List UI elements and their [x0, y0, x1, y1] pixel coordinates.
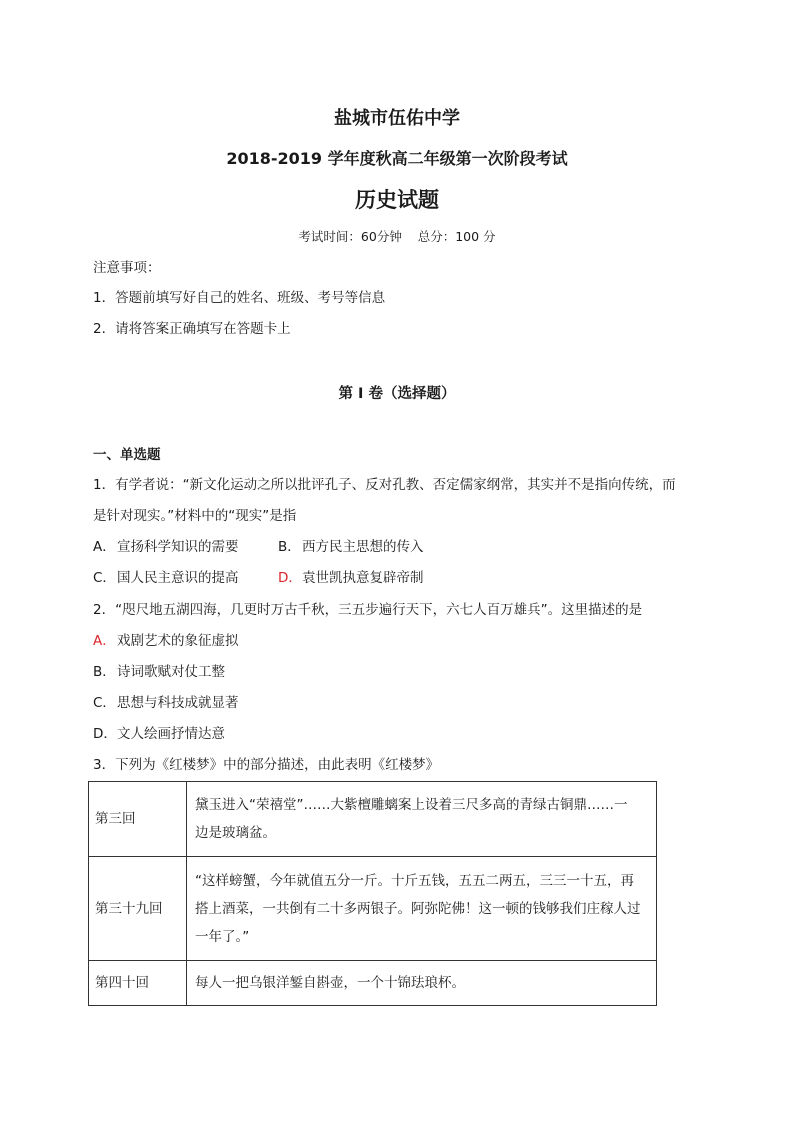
q1-option-d-letter: D． [278, 570, 302, 586]
q3-description-line: 黛玉进入“荣禧堂”……大紫檀雕螭案上设着三尺多高的青绿古铜鼎……一 [195, 797, 628, 813]
q2-option-d-letter: D． [93, 726, 117, 742]
q2-option-c-text: 思想与科技成就显著 [117, 695, 239, 711]
q2-option-a-letter: A． [93, 633, 116, 649]
q3-description-line: 边是玻璃盆。 [195, 825, 276, 841]
q1-option-c [93, 570, 239, 586]
q1-stem-line1: 1．有学者说：“新文化运动之所以批评孔子、反对孔教、否定儒家纲常，其实并不是指向传统，而 [93, 477, 676, 493]
q2-option-c [93, 693, 239, 713]
q1-option-a [93, 539, 239, 555]
q1-option-b [278, 537, 424, 557]
q1-option-row-1 [93, 537, 693, 557]
q1-stem-line2: 是针对现实。”材料中的“现实”是指 [93, 508, 297, 524]
part-title: 第 I 卷（选择题） [338, 386, 456, 402]
q3-chapter-cell: 第三十九回 [89, 857, 187, 961]
q3-description-line: 每人一把乌银洋錾自斟壶，一个十锦珐琅杯。 [195, 975, 465, 991]
q3-description-cell [187, 782, 657, 857]
q1-option-b-text: 西方民主思想的传入 [302, 539, 424, 555]
q3-description-cell [187, 961, 657, 1006]
q1-option-a-letter: A． [93, 539, 116, 555]
table-row [89, 961, 657, 1006]
q1-option-c-letter: C． [93, 570, 116, 586]
school-name: 盐城市伍佑中学 [334, 108, 460, 129]
q2-option-d [93, 724, 225, 744]
q1-option-c-text: 国人民主意识的提高 [117, 570, 239, 586]
table-row [89, 782, 657, 857]
q2-option-b [93, 662, 225, 682]
q3-stem: 3．下列为《红楼梦》中的部分描述，由此表明《红楼梦》 [93, 757, 440, 773]
q2-option-b-text: 诗词歌赋对仗工整 [117, 664, 225, 680]
q1-option-row-2 [93, 568, 693, 588]
q3-table [88, 781, 657, 1006]
note-item-1: 1．答题前填写好自己的姓名、班级、考号等信息 [93, 290, 386, 306]
q3-description-line: 搭上酒菜，一共倒有二十多两银子。阿弥陀佛！这一顿的钱够我们庄稼人过 [195, 900, 641, 917]
q3-description-cell [187, 857, 657, 961]
q2-stem: 2．“咫尺地五湖四海，几更时万古千秋，三五步遍行天下，六七人百万雄兵”。这里描述的是 [93, 602, 643, 618]
exam-title: 2018-2019 学年度秋高二年级第一次阶段考试 [226, 149, 568, 168]
section-title: 一、单选题 [93, 447, 161, 463]
q1-option-d-text: 袁世凯执意复辟帝制 [302, 570, 424, 586]
q3-description-line: 一年了。” [195, 928, 250, 945]
q3-description-line: “这样螃蟹，今年就值五分一斤。十斤五钱，五五二两五，三三一十五，再 [195, 872, 634, 889]
q2-option-a [93, 631, 239, 651]
subject-title: 历史试题 [355, 187, 439, 212]
note-item-2: 2．请将答案正确填写在答题卡上 [93, 321, 291, 337]
q3-chapter-cell: 第四十回 [89, 961, 187, 1006]
q3-chapter-cell: 第三回 [89, 782, 187, 857]
notes-heading: 注意事项： [93, 260, 161, 276]
q1-option-d [278, 568, 424, 588]
q2-option-d-text: 文人绘画抒情达意 [117, 726, 225, 742]
q2-option-c-letter: C． [93, 695, 116, 711]
exam-info: 考试时间：60分钟 总分：100 分 [298, 229, 496, 244]
q2-option-b-letter: B． [93, 664, 116, 680]
q2-option-a-text: 戏剧艺术的象征虚拟 [117, 633, 239, 649]
q1-option-b-letter: B． [278, 539, 301, 555]
table-row [89, 857, 657, 961]
q1-option-a-text: 宣扬科学知识的需要 [117, 539, 239, 555]
